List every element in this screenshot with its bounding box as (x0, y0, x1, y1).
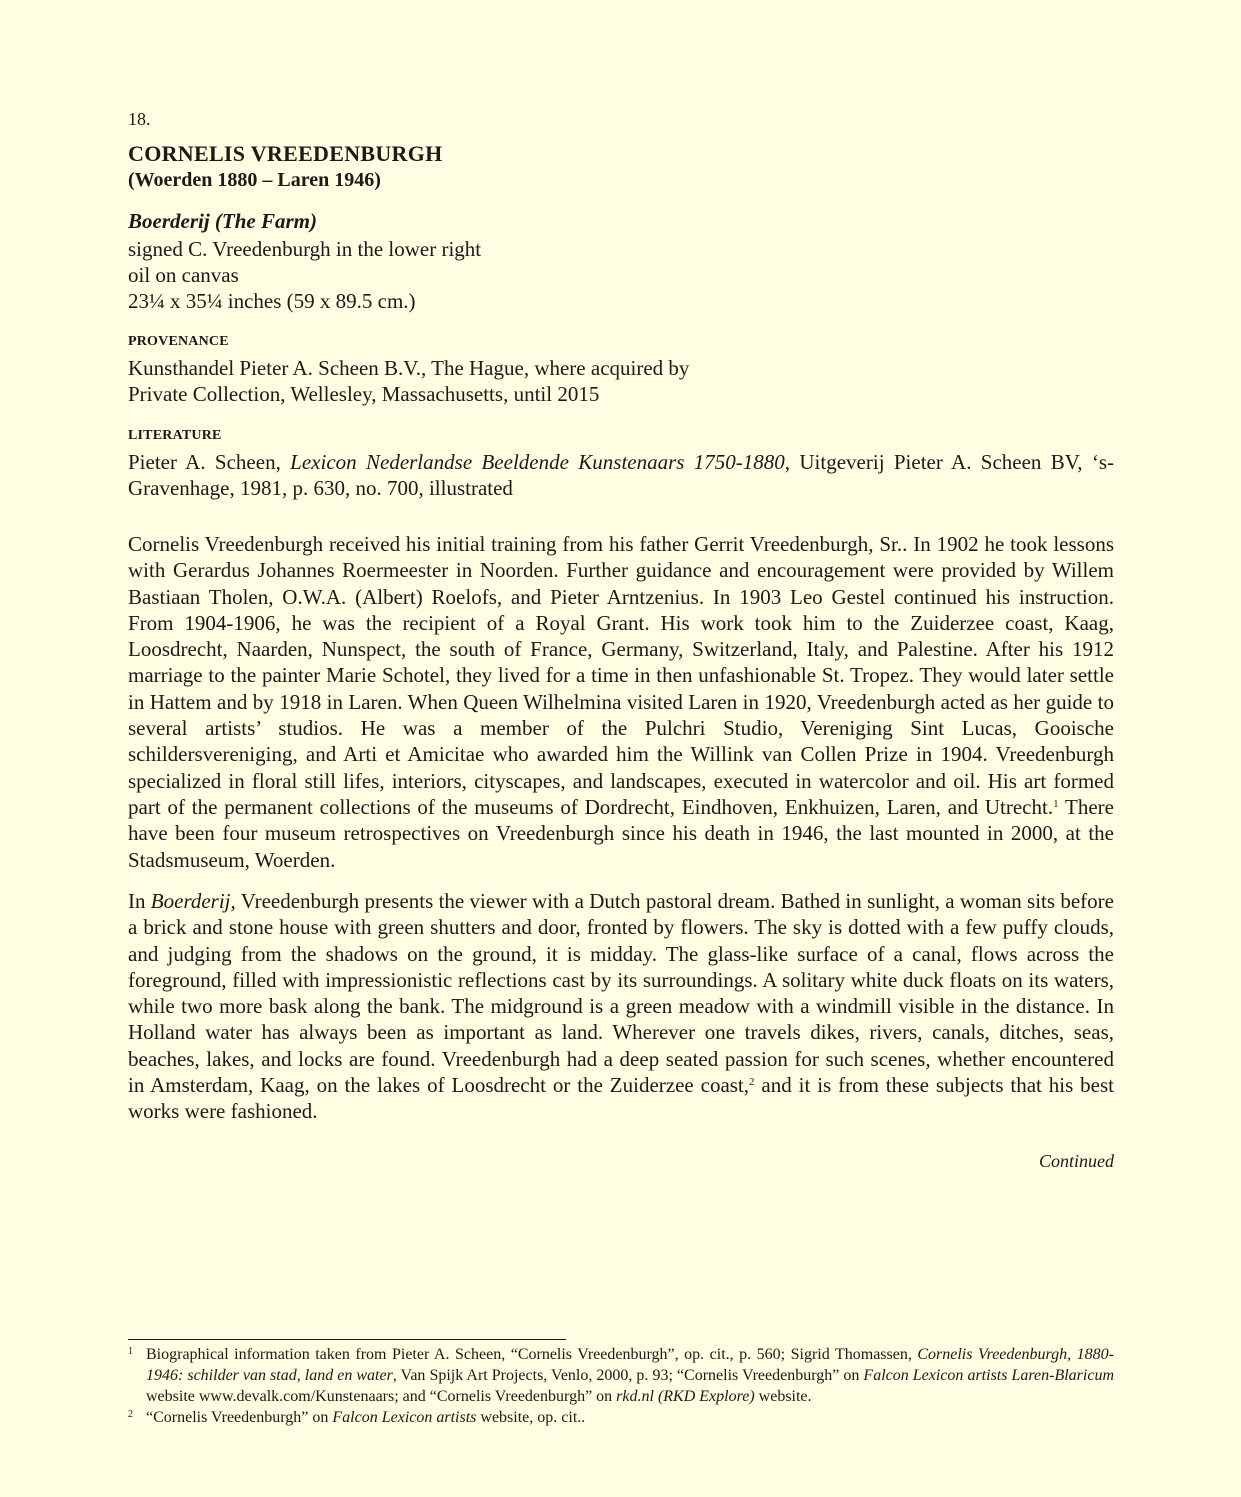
literature-heading: LITERATURE (128, 428, 222, 443)
footnote-number: 1 (128, 1346, 133, 1357)
provenance-line: Kunsthandel Pieter A. Scheen B.V., The Hague, where acquired by (128, 356, 690, 380)
footnote-number: 2 (128, 1409, 133, 1420)
footnote-text: website www.devalk.com/Kunstenaars; and “Cornelis Vreedenburgh” on (146, 1388, 617, 1405)
biography-paragraph (128, 531, 1114, 873)
footnote-italic: Falcon Lexicon artists (332, 1409, 477, 1426)
footnote-2 (128, 1407, 1114, 1428)
signature-line: signed C. Vreedenburgh in the lower right (128, 237, 482, 261)
literature-publication: , Uitgeverij Pieter A. Scheen BV, ‘s-Gravenhage, 1981, p. 630, no. 700, illustrated (128, 450, 1114, 500)
provenance-line: Private Collection, Wellesley, Massachusetts, until 2015 (128, 382, 600, 406)
footnote-text: , Van Spijk Art Projects, Venlo, 2000, p. 93; “Cornelis Vreedenburgh” on (392, 1367, 864, 1384)
artwork-title: Boerderij (The Farm) (128, 209, 317, 233)
footnote-text: Biographical information taken from Pieter A. Scheen, “Cornelis Vreedenburgh”, op. cit., p. 560; Sigrid Thomassen, (146, 1346, 918, 1363)
literature-text (128, 449, 1114, 501)
medium-line: oil on canvas (128, 263, 239, 287)
footnote-ref-2: 2 (749, 1076, 755, 1089)
entry-number: 18. (128, 109, 151, 129)
footnote-italic: Falcon Lexicon artists Laren-Blaricum (863, 1367, 1114, 1384)
footnote-ref-1: 1 (1053, 797, 1059, 810)
footnote-1 (128, 1344, 1114, 1407)
biography-text-continued: There have been four museum retrospectives on Vreedenburgh since his death in 1946, the last mounted in 2000, at the Stadsmuseum, Woerden. (128, 794, 1114, 872)
provenance-heading: PROVENANCE (128, 334, 229, 349)
footnote-text: website, op. cit.. (476, 1409, 586, 1426)
footnotes (128, 1344, 1114, 1428)
dimensions-line: 23¼ x 35¼ inches (59 x 89.5 cm.) (128, 289, 416, 313)
footnote-text: “Cornelis Vreedenburgh” on (146, 1409, 333, 1426)
biography-text: Cornelis Vreedenburgh received his initial training from his father Gerrit Vreedenburgh, Sr.. In 1902 he took lessons with Gerardus Johannes Roermeester in Noorden. Further guidance and encouragement were provided by Willem Bastiaan Tholen, O.W.A. (Albert) Roelofs, and Pieter Arntzenius. In 1903 Leo Gestel continued his instruction. From 1904-1906, he was the recipient of a Royal Grant. His work took him to the Zuiderzee coast, Kaag, Loosdrecht, Naarden, Nunspect, the south of France, Germany, Switzerland, Italy, and Palestine. After his 1912 marriage to the painter Marie Schotel, they lived for a time in then unfashionable St. Tropez. They would later settle in Hattem and by 1918 in Laren. When Queen Wilhelmina visited Laren in 1920, Vreedenburgh acted as her guide to several artists’ studios. He was a member of the Pulchri Studio, Vereniging Sint Lucas, Gooische schildersvereniging, and Arti et Amicitae who awarded him the Willink van Collen Prize in 1904. Vreedenburgh specialized in floral still lifes, interiors, cityscapes, and landscapes, executed in watercolor and oil. His art formed part of the permanent collections of the museums of Dordrecht, Eindhoven, Enkhuizen, Laren, and Utrecht. (128, 532, 1114, 819)
continued-label: Continued (1039, 1151, 1114, 1171)
description-text-continued: and it is from these subjects that his best works were fashioned. (128, 1073, 1114, 1124)
footnote-italic: Cornelis Vreedenburgh, 1880-1946: schilder van stad, land en water (146, 1346, 1114, 1384)
artwork-details (128, 236, 481, 314)
footnote-text: website. (754, 1388, 812, 1405)
footnote-italic: rkd.nl (RKD Explore) (616, 1388, 755, 1405)
literature-book-title: Lexicon Nederlandse Beeldende Kunstenaars 1750-1880 (290, 450, 785, 474)
description-text: Vreedenburgh presents the viewer with a Dutch pastoral dream. Bathed in sunlight, a woman sits before a brick and stone house with green shutters and door, fronted by flowers. The sky is dotted with a few puffy clouds, and judging from the shadows on the ground, it is midday. The glass-like surface of a canal, flows across the foreground, filled with impressionistic reflections cast by its surroundings. A solitary white duck floats on its waters, while two more bask along the bank. The midground is a green meadow with a windmill visible in the distance. In Holland water has always been as important as land. Wherever one travels dikes, rivers, canals, ditches, seas, beaches, lakes, and locks are found. Vreedenburgh had a deep seated passion for such scenes, whether encountered in Amsterdam, Kaag, on the lakes of Loosdrecht or the Zuiderzee coast, (128, 889, 1114, 1098)
artist-dates: (Woerden 1880 – Laren 1946) (128, 169, 381, 191)
literature-author: Pieter A. Scheen, (128, 450, 291, 474)
description-paragraph (128, 888, 1114, 1125)
footnote-divider (128, 1339, 566, 1340)
artist-name: CORNELIS VREEDENBURGH (128, 141, 443, 166)
provenance-text (128, 355, 689, 407)
description-intro: In (128, 889, 151, 913)
description-title: Boerderij, (150, 889, 236, 913)
